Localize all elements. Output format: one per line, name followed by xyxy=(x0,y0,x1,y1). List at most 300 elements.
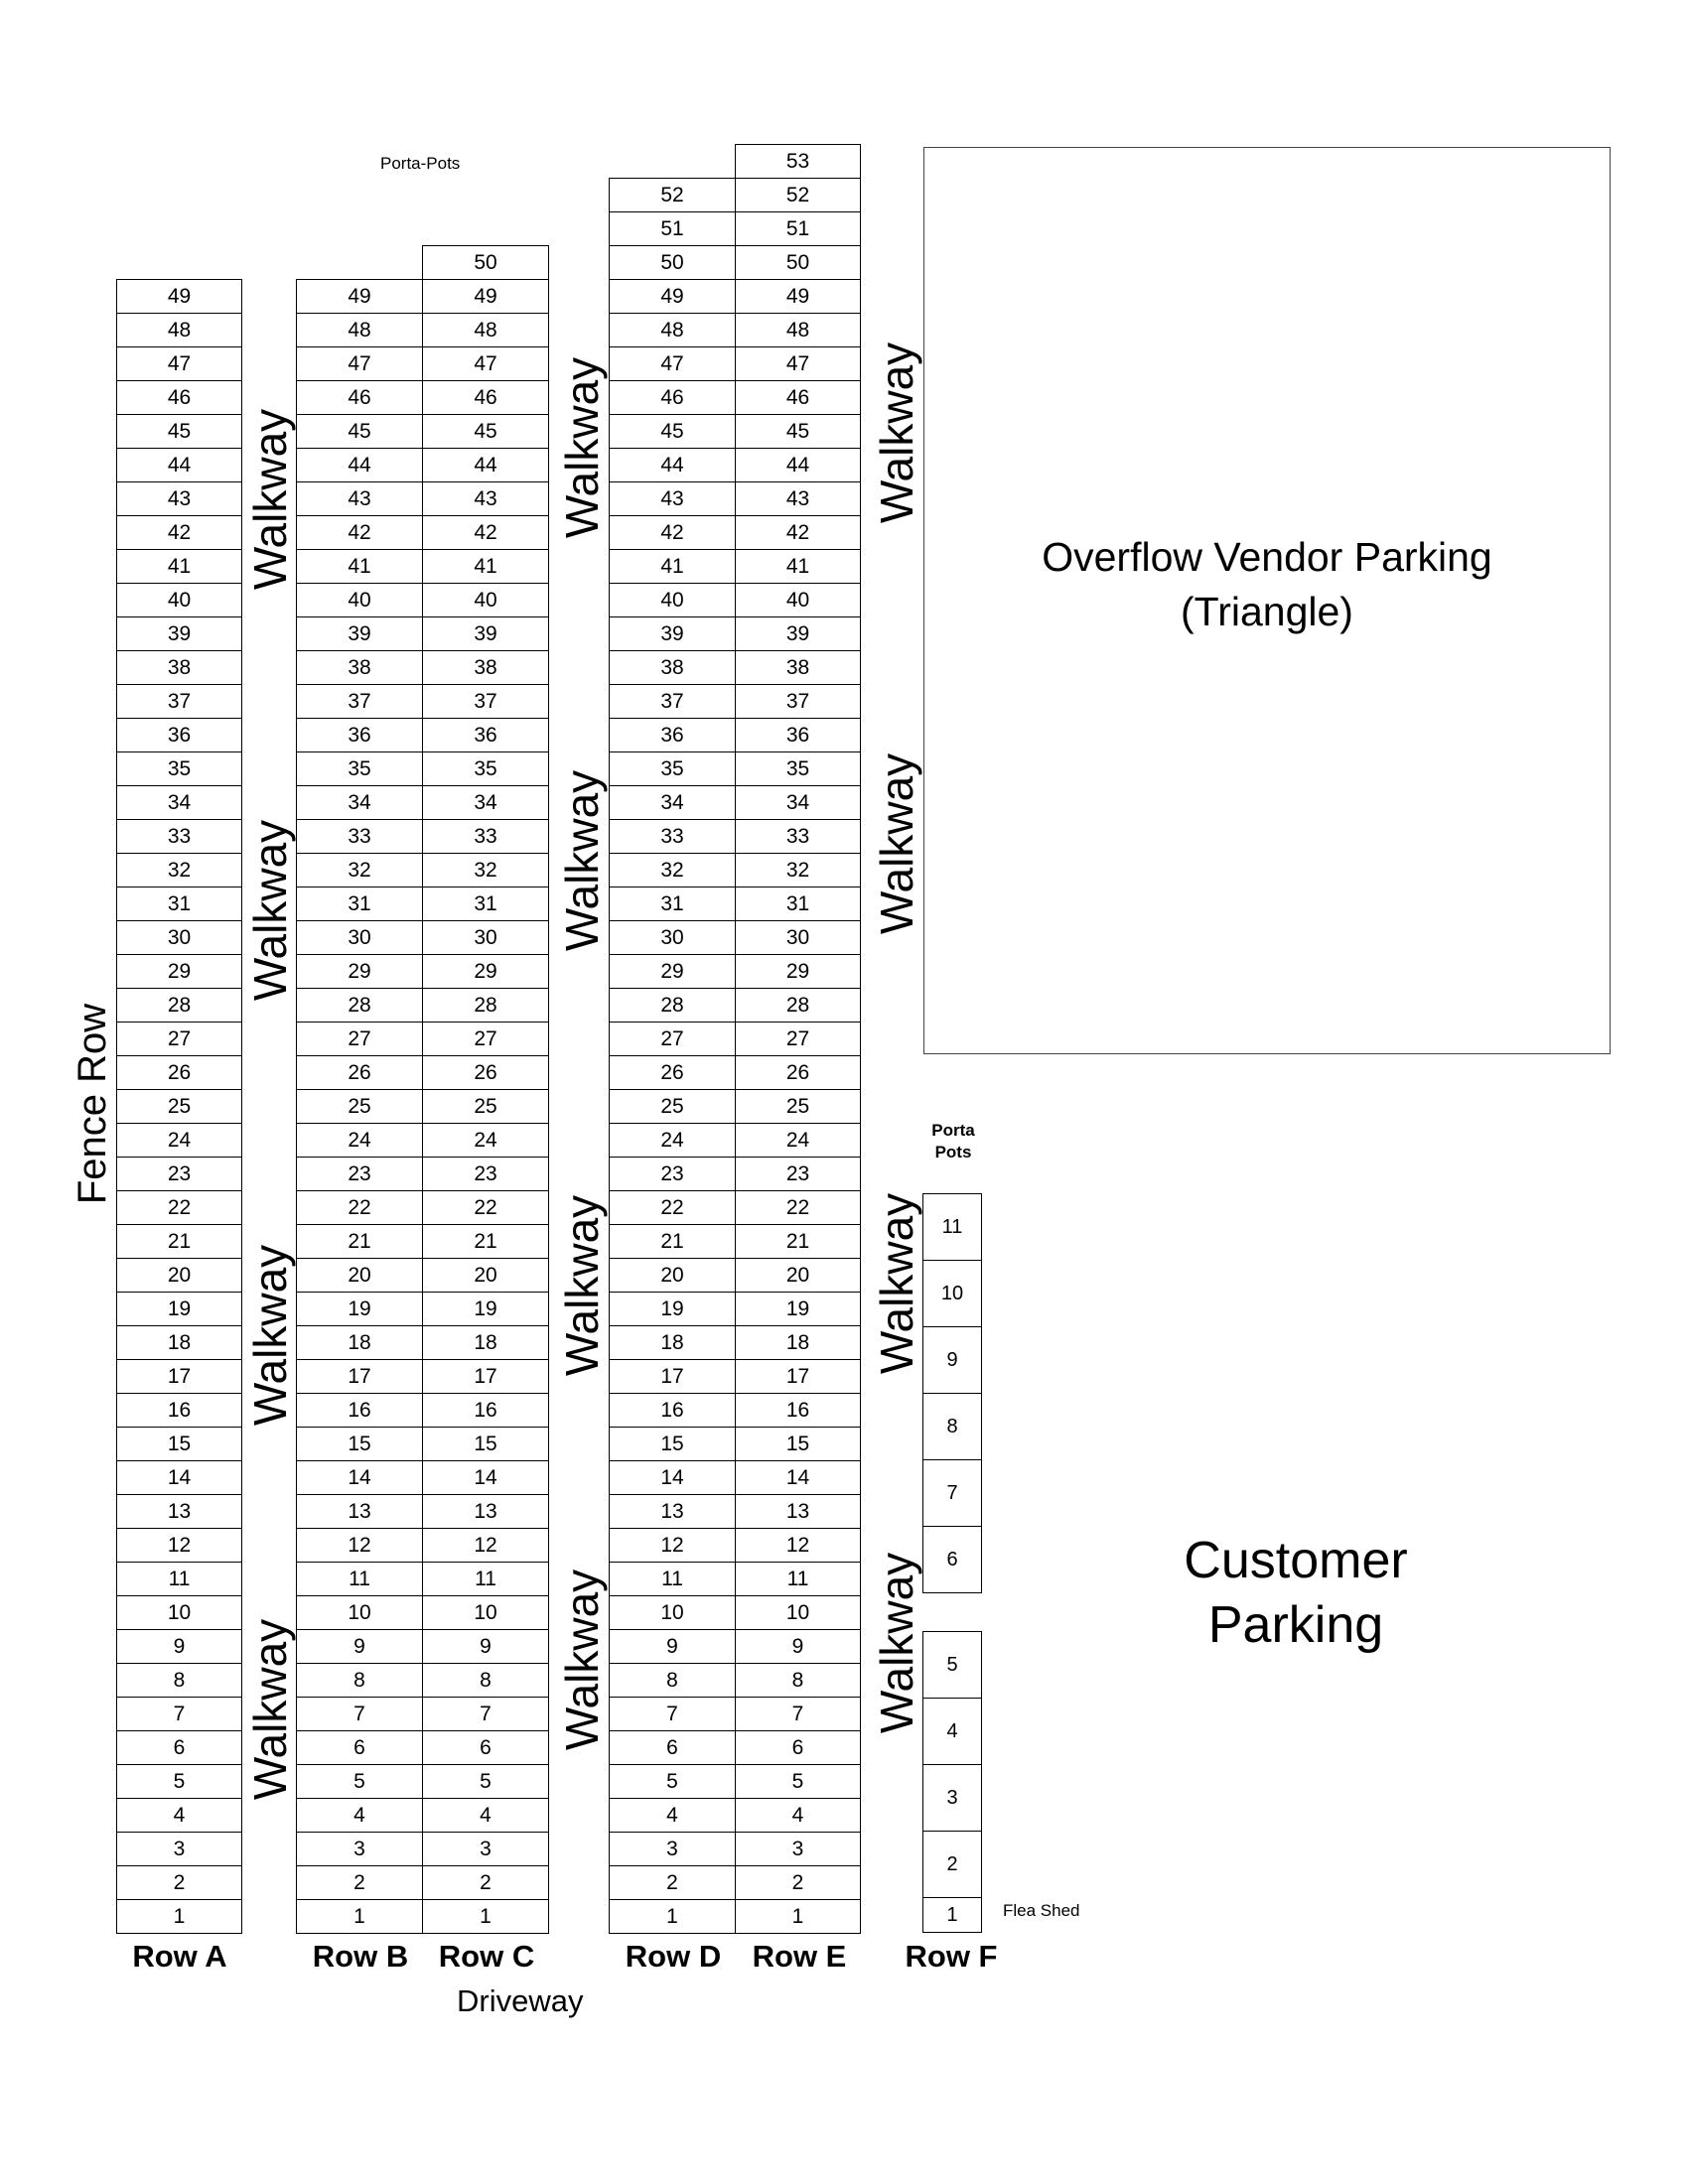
customer-parking-label xyxy=(1122,1529,1470,1658)
stall-d-37: 37 xyxy=(609,684,736,719)
stall-a-13: 13 xyxy=(116,1494,242,1529)
stall-c-49: 49 xyxy=(422,279,549,314)
stall-e-41: 41 xyxy=(735,549,861,584)
stall-e-2: 2 xyxy=(735,1865,861,1900)
stall-b-31: 31 xyxy=(296,887,423,921)
stall-b-38: 38 xyxy=(296,650,423,685)
stall-d-35: 35 xyxy=(609,751,736,786)
stall-d-49: 49 xyxy=(609,279,736,314)
stall-c-9: 9 xyxy=(422,1629,549,1664)
stall-e-18: 18 xyxy=(735,1325,861,1360)
stall-b-39: 39 xyxy=(296,616,423,651)
stall-d-10: 10 xyxy=(609,1595,736,1630)
stall-c-10: 10 xyxy=(422,1595,549,1630)
stall-e-12: 12 xyxy=(735,1528,861,1563)
overflow-line1: Overflow Vendor Parking xyxy=(1042,534,1492,580)
stall-e-36: 36 xyxy=(735,718,861,752)
row-e-label: Row E xyxy=(752,1939,847,1974)
stall-e-14: 14 xyxy=(735,1460,861,1495)
stall-f-1: 1 xyxy=(922,1897,982,1933)
stall-b-6: 6 xyxy=(296,1730,423,1765)
stall-e-44: 44 xyxy=(735,448,861,482)
stall-a-48: 48 xyxy=(116,313,242,347)
stall-a-30: 30 xyxy=(116,920,242,955)
stall-c-32: 32 xyxy=(422,853,549,887)
stall-c-7: 7 xyxy=(422,1697,549,1731)
stall-a-24: 24 xyxy=(116,1123,242,1158)
row-d-label: Row D xyxy=(625,1939,722,1974)
stall-e-29: 29 xyxy=(735,954,861,989)
stall-d-52: 52 xyxy=(609,178,736,212)
stall-a-29: 29 xyxy=(116,954,242,989)
stall-a-37: 37 xyxy=(116,684,242,719)
stall-d-3: 3 xyxy=(609,1832,736,1866)
stall-d-31: 31 xyxy=(609,887,736,921)
stall-b-43: 43 xyxy=(296,481,423,516)
stall-e-10: 10 xyxy=(735,1595,861,1630)
stall-a-2: 2 xyxy=(116,1865,242,1900)
stall-b-11: 11 xyxy=(296,1562,423,1596)
stall-b-24: 24 xyxy=(296,1123,423,1158)
stall-d-1: 1 xyxy=(609,1899,736,1934)
stall-a-36: 36 xyxy=(116,718,242,752)
stall-e-24: 24 xyxy=(735,1123,861,1158)
stall-b-33: 33 xyxy=(296,819,423,854)
stall-b-12: 12 xyxy=(296,1528,423,1563)
stall-b-15: 15 xyxy=(296,1427,423,1461)
stall-e-20: 20 xyxy=(735,1258,861,1293)
stall-f-11: 11 xyxy=(922,1193,982,1261)
stall-f-4: 4 xyxy=(922,1698,982,1765)
stall-a-16: 16 xyxy=(116,1393,242,1428)
stall-b-29: 29 xyxy=(296,954,423,989)
stall-a-14: 14 xyxy=(116,1460,242,1495)
stall-a-34: 34 xyxy=(116,785,242,820)
stall-d-33: 33 xyxy=(609,819,736,854)
stall-e-43: 43 xyxy=(735,481,861,516)
row-c-label: Row C xyxy=(438,1939,535,1974)
stall-c-20: 20 xyxy=(422,1258,549,1293)
stall-a-38: 38 xyxy=(116,650,242,685)
walkway-label-ab-2: Walkway xyxy=(244,819,296,1002)
stall-f-6: 6 xyxy=(922,1526,982,1593)
stall-c-46: 46 xyxy=(422,380,549,415)
stall-c-31: 31 xyxy=(422,887,549,921)
stall-d-43: 43 xyxy=(609,481,736,516)
stall-d-4: 4 xyxy=(609,1798,736,1833)
stall-a-5: 5 xyxy=(116,1764,242,1799)
stall-d-17: 17 xyxy=(609,1359,736,1394)
stall-d-25: 25 xyxy=(609,1089,736,1124)
stall-c-13: 13 xyxy=(422,1494,549,1529)
stall-e-8: 8 xyxy=(735,1663,861,1698)
stall-d-34: 34 xyxy=(609,785,736,820)
fence-row-label: Fence Row xyxy=(70,1003,114,1205)
stall-d-2: 2 xyxy=(609,1865,736,1900)
stall-c-21: 21 xyxy=(422,1224,549,1259)
stall-b-13: 13 xyxy=(296,1494,423,1529)
stall-b-49: 49 xyxy=(296,279,423,314)
stall-b-42: 42 xyxy=(296,515,423,550)
stall-c-12: 12 xyxy=(422,1528,549,1563)
stall-a-26: 26 xyxy=(116,1055,242,1090)
stall-b-47: 47 xyxy=(296,346,423,381)
stall-b-22: 22 xyxy=(296,1190,423,1225)
row-c-column xyxy=(422,245,549,1933)
stall-d-46: 46 xyxy=(609,380,736,415)
walkway-label-ef-3: Walkway xyxy=(871,1192,922,1375)
stall-c-5: 5 xyxy=(422,1764,549,1799)
row-f-column xyxy=(922,0,982,2184)
walkway-label-ab-4: Walkway xyxy=(244,1618,296,1801)
stall-e-39: 39 xyxy=(735,616,861,651)
stall-b-41: 41 xyxy=(296,549,423,584)
stall-b-17: 17 xyxy=(296,1359,423,1394)
stall-e-6: 6 xyxy=(735,1730,861,1765)
porta-pots-f-line1: Porta xyxy=(931,1121,975,1140)
row-e-column xyxy=(735,144,861,1933)
stall-e-47: 47 xyxy=(735,346,861,381)
stall-c-11: 11 xyxy=(422,1562,549,1596)
walkway-label-cd-2: Walkway xyxy=(556,769,608,952)
stall-e-16: 16 xyxy=(735,1393,861,1428)
stall-b-35: 35 xyxy=(296,751,423,786)
stall-e-35: 35 xyxy=(735,751,861,786)
stall-b-23: 23 xyxy=(296,1157,423,1191)
stall-c-3: 3 xyxy=(422,1832,549,1866)
stall-d-7: 7 xyxy=(609,1697,736,1731)
stall-b-7: 7 xyxy=(296,1697,423,1731)
stall-e-9: 9 xyxy=(735,1629,861,1664)
row-f-label: Row F xyxy=(905,1939,998,1974)
stall-b-28: 28 xyxy=(296,988,423,1023)
walkway-label-cd-4: Walkway xyxy=(556,1569,608,1751)
stall-a-10: 10 xyxy=(116,1595,242,1630)
stall-e-19: 19 xyxy=(735,1292,861,1326)
stall-a-27: 27 xyxy=(116,1022,242,1056)
stall-e-46: 46 xyxy=(735,380,861,415)
stall-a-44: 44 xyxy=(116,448,242,482)
customer-line1: Customer xyxy=(1184,1532,1408,1589)
stall-e-30: 30 xyxy=(735,920,861,955)
stall-a-17: 17 xyxy=(116,1359,242,1394)
stall-e-25: 25 xyxy=(735,1089,861,1124)
walkway-label-ab-top: Walkway xyxy=(244,408,296,591)
stall-c-48: 48 xyxy=(422,313,549,347)
stall-d-11: 11 xyxy=(609,1562,736,1596)
stall-d-39: 39 xyxy=(609,616,736,651)
stall-e-17: 17 xyxy=(735,1359,861,1394)
stall-c-44: 44 xyxy=(422,448,549,482)
stall-c-35: 35 xyxy=(422,751,549,786)
stall-b-5: 5 xyxy=(296,1764,423,1799)
stall-e-4: 4 xyxy=(735,1798,861,1833)
stall-c-25: 25 xyxy=(422,1089,549,1124)
stall-a-28: 28 xyxy=(116,988,242,1023)
stall-c-18: 18 xyxy=(422,1325,549,1360)
stall-d-20: 20 xyxy=(609,1258,736,1293)
walkway-label-ef-4: Walkway xyxy=(871,1552,922,1734)
stall-c-19: 19 xyxy=(422,1292,549,1326)
porta-pots-top-label: Porta-Pots xyxy=(380,154,461,173)
stall-f-3: 3 xyxy=(922,1764,982,1832)
stall-d-21: 21 xyxy=(609,1224,736,1259)
stall-c-8: 8 xyxy=(422,1663,549,1698)
stall-b-46: 46 xyxy=(296,380,423,415)
stall-a-9: 9 xyxy=(116,1629,242,1664)
stall-b-37: 37 xyxy=(296,684,423,719)
stall-c-4: 4 xyxy=(422,1798,549,1833)
stall-b-8: 8 xyxy=(296,1663,423,1698)
stall-b-20: 20 xyxy=(296,1258,423,1293)
stall-b-9: 9 xyxy=(296,1629,423,1664)
stall-a-42: 42 xyxy=(116,515,242,550)
stall-d-6: 6 xyxy=(609,1730,736,1765)
stall-c-28: 28 xyxy=(422,988,549,1023)
stall-b-19: 19 xyxy=(296,1292,423,1326)
stall-b-18: 18 xyxy=(296,1325,423,1360)
stall-d-51: 51 xyxy=(609,211,736,246)
stall-e-11: 11 xyxy=(735,1562,861,1596)
stall-f-7: 7 xyxy=(922,1459,982,1527)
stall-c-26: 26 xyxy=(422,1055,549,1090)
stall-b-25: 25 xyxy=(296,1089,423,1124)
stall-b-4: 4 xyxy=(296,1798,423,1833)
stall-f-8: 8 xyxy=(922,1393,982,1460)
stall-b-27: 27 xyxy=(296,1022,423,1056)
stall-a-47: 47 xyxy=(116,346,242,381)
stall-e-23: 23 xyxy=(735,1157,861,1191)
stall-c-17: 17 xyxy=(422,1359,549,1394)
stall-a-40: 40 xyxy=(116,583,242,617)
stall-b-48: 48 xyxy=(296,313,423,347)
stall-e-5: 5 xyxy=(735,1764,861,1799)
porta-pots-f-line2: Pots xyxy=(934,1143,972,1161)
stall-c-39: 39 xyxy=(422,616,549,651)
stall-e-7: 7 xyxy=(735,1697,861,1731)
row-b-column xyxy=(296,279,423,1933)
stall-a-12: 12 xyxy=(116,1528,242,1563)
stall-e-13: 13 xyxy=(735,1494,861,1529)
stall-b-30: 30 xyxy=(296,920,423,955)
stall-a-31: 31 xyxy=(116,887,242,921)
row-a-column xyxy=(116,279,242,1933)
stall-b-14: 14 xyxy=(296,1460,423,1495)
stall-e-31: 31 xyxy=(735,887,861,921)
stall-e-37: 37 xyxy=(735,684,861,719)
stall-e-52: 52 xyxy=(735,178,861,212)
stall-a-20: 20 xyxy=(116,1258,242,1293)
stall-c-2: 2 xyxy=(422,1865,549,1900)
stall-c-38: 38 xyxy=(422,650,549,685)
stall-d-28: 28 xyxy=(609,988,736,1023)
overflow-vendor-parking-label xyxy=(923,530,1611,639)
stall-a-41: 41 xyxy=(116,549,242,584)
stall-c-29: 29 xyxy=(422,954,549,989)
stall-c-6: 6 xyxy=(422,1730,549,1765)
stall-d-9: 9 xyxy=(609,1629,736,1664)
stall-b-26: 26 xyxy=(296,1055,423,1090)
stall-a-35: 35 xyxy=(116,751,242,786)
stall-c-47: 47 xyxy=(422,346,549,381)
driveway-label: Driveway xyxy=(457,1983,584,2018)
stall-c-22: 22 xyxy=(422,1190,549,1225)
walkway-label-ef-2: Walkway xyxy=(871,752,922,935)
stall-b-40: 40 xyxy=(296,583,423,617)
stall-c-37: 37 xyxy=(422,684,549,719)
stall-e-50: 50 xyxy=(735,245,861,280)
stall-b-21: 21 xyxy=(296,1224,423,1259)
stall-d-47: 47 xyxy=(609,346,736,381)
stall-d-45: 45 xyxy=(609,414,736,449)
row-d-column xyxy=(609,178,736,1933)
customer-line2: Parking xyxy=(1207,1596,1384,1654)
stall-c-41: 41 xyxy=(422,549,549,584)
stall-c-50: 50 xyxy=(422,245,549,280)
stall-d-8: 8 xyxy=(609,1663,736,1698)
stall-d-44: 44 xyxy=(609,448,736,482)
stall-e-3: 3 xyxy=(735,1832,861,1866)
stall-d-38: 38 xyxy=(609,650,736,685)
stall-c-16: 16 xyxy=(422,1393,549,1428)
stall-a-25: 25 xyxy=(116,1089,242,1124)
stall-e-22: 22 xyxy=(735,1190,861,1225)
stall-d-23: 23 xyxy=(609,1157,736,1191)
stall-c-14: 14 xyxy=(422,1460,549,1495)
walkway-label-cd-3: Walkway xyxy=(556,1194,608,1377)
row-a-label: Row A xyxy=(132,1939,227,1974)
stall-d-16: 16 xyxy=(609,1393,736,1428)
stall-e-38: 38 xyxy=(735,650,861,685)
stall-e-28: 28 xyxy=(735,988,861,1023)
stall-a-43: 43 xyxy=(116,481,242,516)
stall-e-42: 42 xyxy=(735,515,861,550)
stall-f-2: 2 xyxy=(922,1831,982,1898)
stall-c-42: 42 xyxy=(422,515,549,550)
stall-e-26: 26 xyxy=(735,1055,861,1090)
stall-a-7: 7 xyxy=(116,1697,242,1731)
stall-c-1: 1 xyxy=(422,1899,549,1934)
stall-e-40: 40 xyxy=(735,583,861,617)
stall-e-32: 32 xyxy=(735,853,861,887)
stall-d-12: 12 xyxy=(609,1528,736,1563)
stall-b-44: 44 xyxy=(296,448,423,482)
stall-b-36: 36 xyxy=(296,718,423,752)
stall-d-40: 40 xyxy=(609,583,736,617)
stall-d-19: 19 xyxy=(609,1292,736,1326)
stall-c-27: 27 xyxy=(422,1022,549,1056)
stall-d-24: 24 xyxy=(609,1123,736,1158)
stall-d-27: 27 xyxy=(609,1022,736,1056)
stall-a-4: 4 xyxy=(116,1798,242,1833)
stall-a-39: 39 xyxy=(116,616,242,651)
stall-a-6: 6 xyxy=(116,1730,242,1765)
stall-b-1: 1 xyxy=(296,1899,423,1934)
stall-e-21: 21 xyxy=(735,1224,861,1259)
stall-d-36: 36 xyxy=(609,718,736,752)
stall-d-30: 30 xyxy=(609,920,736,955)
stall-a-22: 22 xyxy=(116,1190,242,1225)
stall-a-23: 23 xyxy=(116,1157,242,1191)
stall-a-49: 49 xyxy=(116,279,242,314)
stall-e-53: 53 xyxy=(735,144,861,179)
stall-e-15: 15 xyxy=(735,1427,861,1461)
stall-b-2: 2 xyxy=(296,1865,423,1900)
stall-a-46: 46 xyxy=(116,380,242,415)
stall-c-15: 15 xyxy=(422,1427,549,1461)
stall-b-34: 34 xyxy=(296,785,423,820)
stall-e-1: 1 xyxy=(735,1899,861,1934)
stall-d-42: 42 xyxy=(609,515,736,550)
stall-b-3: 3 xyxy=(296,1832,423,1866)
stall-c-23: 23 xyxy=(422,1157,549,1191)
stall-d-13: 13 xyxy=(609,1494,736,1529)
stall-a-11: 11 xyxy=(116,1562,242,1596)
stall-e-27: 27 xyxy=(735,1022,861,1056)
stall-e-33: 33 xyxy=(735,819,861,854)
stall-e-49: 49 xyxy=(735,279,861,314)
stall-a-21: 21 xyxy=(116,1224,242,1259)
walkway-label-cd-top: Walkway xyxy=(556,356,608,539)
flea-shed-label: Flea Shed xyxy=(1003,1901,1080,1920)
stall-c-33: 33 xyxy=(422,819,549,854)
stall-e-51: 51 xyxy=(735,211,861,246)
stall-a-8: 8 xyxy=(116,1663,242,1698)
stall-c-45: 45 xyxy=(422,414,549,449)
stall-a-45: 45 xyxy=(116,414,242,449)
overflow-line2: (Triangle) xyxy=(1181,589,1353,634)
stall-d-48: 48 xyxy=(609,313,736,347)
stall-e-45: 45 xyxy=(735,414,861,449)
stall-a-32: 32 xyxy=(116,853,242,887)
stall-b-45: 45 xyxy=(296,414,423,449)
stall-e-34: 34 xyxy=(735,785,861,820)
stall-c-43: 43 xyxy=(422,481,549,516)
stall-c-24: 24 xyxy=(422,1123,549,1158)
stall-a-19: 19 xyxy=(116,1292,242,1326)
stall-c-30: 30 xyxy=(422,920,549,955)
stall-f-9: 9 xyxy=(922,1326,982,1394)
stall-d-29: 29 xyxy=(609,954,736,989)
row-b-label: Row B xyxy=(312,1939,409,1974)
stall-c-36: 36 xyxy=(422,718,549,752)
stall-e-48: 48 xyxy=(735,313,861,347)
stall-b-32: 32 xyxy=(296,853,423,887)
stall-d-41: 41 xyxy=(609,549,736,584)
stall-a-1: 1 xyxy=(116,1899,242,1934)
stall-f-5: 5 xyxy=(922,1631,982,1699)
walkway-label-ab-3: Walkway xyxy=(244,1244,296,1427)
stall-d-5: 5 xyxy=(609,1764,736,1799)
stall-d-50: 50 xyxy=(609,245,736,280)
stall-d-18: 18 xyxy=(609,1325,736,1360)
stall-a-15: 15 xyxy=(116,1427,242,1461)
stall-a-33: 33 xyxy=(116,819,242,854)
stall-f-10: 10 xyxy=(922,1260,982,1327)
stall-b-16: 16 xyxy=(296,1393,423,1428)
stall-a-3: 3 xyxy=(116,1832,242,1866)
stall-d-14: 14 xyxy=(609,1460,736,1495)
stall-c-34: 34 xyxy=(422,785,549,820)
stall-b-10: 10 xyxy=(296,1595,423,1630)
stall-d-15: 15 xyxy=(609,1427,736,1461)
stall-d-22: 22 xyxy=(609,1190,736,1225)
stall-d-32: 32 xyxy=(609,853,736,887)
stall-c-40: 40 xyxy=(422,583,549,617)
stall-d-26: 26 xyxy=(609,1055,736,1090)
walkway-label-ef-top: Walkway xyxy=(871,341,922,524)
stall-a-18: 18 xyxy=(116,1325,242,1360)
